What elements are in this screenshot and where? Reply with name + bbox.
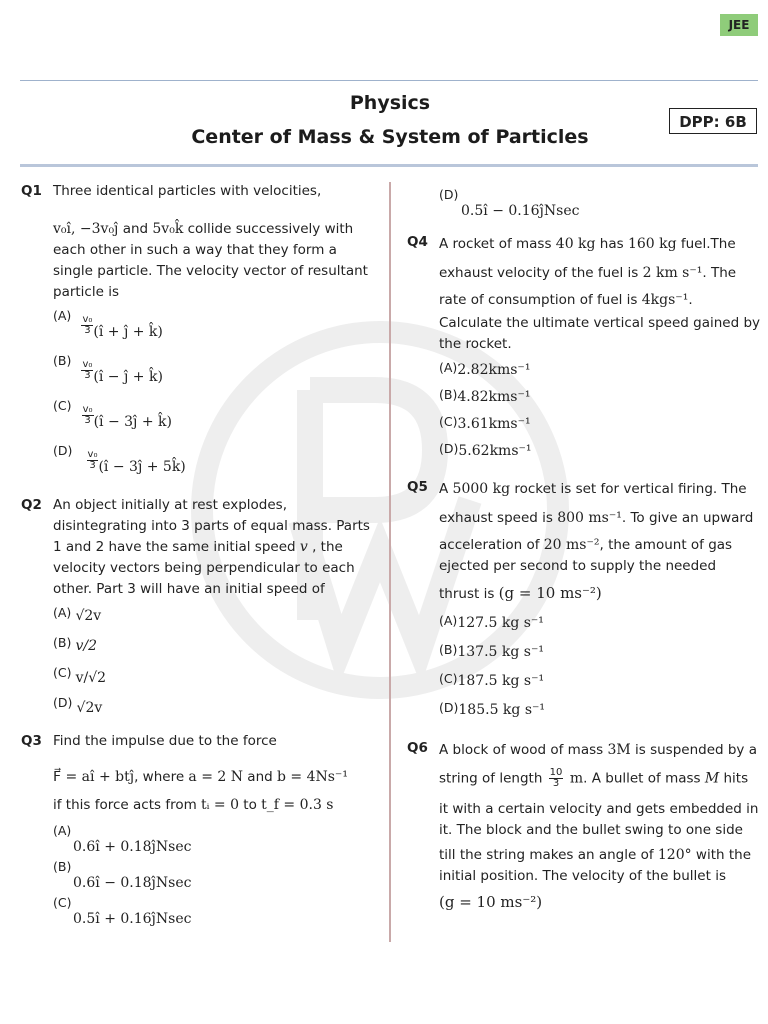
- text: A block of wood of mass: [439, 742, 608, 758]
- math-expr: 2 km s⁻¹: [642, 265, 703, 281]
- math-expr: 137.5 kg s⁻¹: [457, 644, 544, 660]
- fraction: [81, 360, 93, 381]
- option-label: (C): [53, 398, 72, 413]
- text: if this force acts from: [53, 797, 202, 813]
- option-b[interactable]: [53, 350, 163, 385]
- math-expr: M: [704, 770, 720, 787]
- math-expr: 5.62kms⁻¹: [458, 443, 532, 459]
- question-number: Q5: [407, 479, 428, 495]
- math-expr: 127.5 kg s⁻¹: [457, 615, 544, 631]
- question-text: [439, 479, 747, 500]
- text: string of length: [439, 770, 547, 787]
- denominator: 3: [84, 415, 91, 426]
- fraction: [549, 768, 564, 789]
- option-label: (B): [53, 353, 72, 368]
- math-expr: (î − 3ĵ + k̂): [93, 414, 172, 430]
- question-text: other. Part 3 will have an initial speed of: [53, 581, 325, 597]
- question-number: Q2: [21, 497, 42, 513]
- text: hits: [719, 770, 749, 787]
- option-label: (B): [439, 387, 458, 402]
- option-label: (A): [439, 360, 458, 375]
- question-text: [439, 768, 748, 790]
- text: rocket is set for vertical firing. The: [510, 481, 747, 497]
- math-expr: 4.82kms⁻¹: [457, 389, 531, 405]
- question-text: [439, 583, 602, 605]
- math-expr: √2v: [76, 700, 103, 716]
- question-text: it with a certain velocity and gets embedded in: [439, 801, 759, 817]
- option-b[interactable]: [439, 384, 530, 405]
- option-label: (C): [439, 414, 458, 429]
- question-text: [439, 892, 542, 914]
- text: . The: [702, 265, 737, 281]
- option-label: (B): [53, 635, 72, 650]
- text: and: [243, 769, 277, 785]
- option-b[interactable]: [53, 856, 191, 894]
- option-c[interactable]: [439, 411, 531, 432]
- fraction: [87, 450, 99, 471]
- option-c[interactable]: [439, 668, 544, 689]
- text: , where: [134, 769, 189, 785]
- exam-badge: JEE: [720, 14, 758, 36]
- math-expr: a = 2 N: [188, 769, 244, 785]
- math-expr: 0.5î − 0.16ĵNsec: [461, 203, 580, 219]
- fraction: [82, 405, 94, 426]
- math-expr: 0.6î + 0.18ĵNsec: [73, 839, 192, 855]
- option-label: (A): [53, 823, 72, 838]
- option-c[interactable]: [53, 892, 191, 930]
- math-expr: 187.5 kg s⁻¹: [457, 673, 545, 689]
- question-text: [439, 263, 736, 284]
- question-text: [439, 740, 757, 761]
- text: . To give an upward: [621, 510, 754, 526]
- math-expr: v: [299, 539, 308, 555]
- option-label: (D): [439, 441, 459, 456]
- option-a[interactable]: [53, 820, 191, 858]
- text: A rocket of mass: [439, 236, 556, 252]
- text: fuel.The: [676, 236, 736, 252]
- text: thrust is: [439, 586, 499, 602]
- text: is suspended by a: [630, 742, 757, 758]
- math-expr: 120°: [657, 847, 692, 863]
- question-text: the rocket.: [439, 336, 512, 352]
- option-label: (D): [53, 695, 73, 710]
- math-expr: 160 kg: [627, 236, 677, 252]
- option-label: (B): [439, 642, 458, 657]
- text: 1 and 2 have the same initial speed: [53, 539, 300, 555]
- math-expr: 5000 kg: [452, 481, 511, 497]
- option-label: (D): [439, 187, 459, 202]
- text: . A bullet of mass: [583, 770, 705, 787]
- question-text: Find the impulse due to the force: [53, 733, 277, 749]
- question-text: [439, 508, 753, 529]
- option-label: (C): [439, 671, 458, 686]
- math-expr: 0.5î + 0.16ĵNsec: [73, 911, 192, 927]
- question-number: Q4: [407, 234, 428, 250]
- option-d[interactable]: [439, 184, 579, 222]
- option-c[interactable]: [53, 395, 172, 430]
- question-text: velocity vectors being perpendicular to each: [53, 560, 355, 576]
- question-text: An object initially at rest explodes,: [53, 497, 288, 513]
- dpp-label: DPP: 6B: [669, 108, 757, 134]
- math-expr: 40 kg: [555, 236, 596, 252]
- option-b[interactable]: [53, 632, 97, 653]
- denominator: 3: [552, 778, 560, 789]
- question-text: each other in such a way that they form a: [53, 242, 337, 258]
- math-expr: 4kgs⁻¹: [641, 292, 689, 308]
- page-subtitle: Center of Mass & System of Particles: [191, 126, 589, 148]
- question-number: Q6: [407, 740, 428, 756]
- math-expr: m: [565, 770, 584, 787]
- question-text: [439, 234, 736, 255]
- text: , the: [307, 539, 343, 555]
- fraction: [81, 315, 93, 336]
- numerator: 10: [549, 767, 563, 778]
- question-text: [53, 537, 343, 558]
- math-expr: 5v₀k̂: [152, 221, 184, 237]
- question-text: disintegrating into 3 parts of equal mass. Parts: [53, 518, 370, 534]
- math-expr: 185.5 kg s⁻¹: [458, 702, 546, 718]
- option-b[interactable]: [439, 639, 544, 660]
- math-expr: (î − ĵ + k̂): [93, 369, 163, 385]
- option-label: (B): [53, 859, 72, 874]
- option-c[interactable]: [53, 662, 107, 686]
- option-a[interactable]: [53, 305, 163, 340]
- option-d[interactable]: [53, 692, 103, 716]
- text: rate of consumption of fuel is: [439, 292, 642, 308]
- question-text: [53, 219, 353, 240]
- question-text: [439, 535, 732, 556]
- numerator: v₀: [82, 359, 93, 370]
- option-label: (D): [53, 443, 73, 458]
- question-text: single particle. The velocity vector of resultant: [53, 263, 368, 279]
- question-text: ejected per second to supply the needed: [439, 558, 717, 574]
- text: with the: [691, 847, 752, 863]
- text: to: [239, 797, 262, 813]
- text: .: [688, 292, 693, 308]
- math-expr: 20 ms⁻²: [543, 537, 600, 553]
- question-text: Calculate the ultimate vertical speed gained by: [439, 315, 761, 331]
- text: and: [118, 221, 153, 237]
- math-expr: b = 4Ns⁻¹: [277, 769, 348, 785]
- header-rule-top: [20, 80, 758, 81]
- text: , the amount of gas: [599, 537, 733, 553]
- option-d[interactable]: [439, 697, 545, 718]
- question-number: Q3: [21, 733, 42, 749]
- math-expr: 0.6î − 0.18ĵNsec: [73, 875, 192, 891]
- denominator: 3: [84, 325, 91, 336]
- math-expr: tᵢ = 0: [201, 797, 240, 813]
- column-divider: [389, 182, 391, 942]
- page-title: Physics: [349, 92, 431, 114]
- header-rule-bottom: [20, 164, 758, 167]
- math-expr: 3M: [607, 742, 631, 758]
- math-expr: v₀î, −3v₀ĵ: [53, 221, 119, 237]
- text: exhaust velocity of the fuel is: [439, 265, 643, 281]
- math-expr: (î − 3ĵ + 5k̂): [98, 459, 186, 475]
- option-label: (C): [53, 665, 72, 680]
- option-a[interactable]: [439, 610, 544, 631]
- math-expr: √2v: [75, 608, 102, 624]
- question-text: Three identical particles with velocities,: [53, 183, 322, 199]
- option-label: (A): [53, 605, 72, 620]
- question-text: [53, 767, 348, 788]
- text: exhaust speed is: [439, 510, 558, 526]
- option-label: (A): [53, 308, 72, 323]
- question-text: [439, 290, 693, 311]
- numerator: v₀: [82, 404, 93, 415]
- math-expr: v/2: [75, 638, 98, 654]
- text: has: [595, 236, 628, 252]
- question-number: Q1: [21, 183, 42, 199]
- option-a[interactable]: [439, 357, 530, 378]
- numerator: v₀: [82, 314, 93, 325]
- math-expr: v/√2: [75, 670, 107, 686]
- text: collide successively with: [183, 221, 354, 237]
- numerator: v₀: [87, 449, 98, 460]
- option-d[interactable]: [53, 440, 186, 475]
- question-text: it. The block and the bullet swing to one side: [439, 822, 743, 838]
- text: till the string makes an angle of: [439, 847, 658, 863]
- question-text: initial position. The velocity of the bullet is: [439, 868, 726, 884]
- math-expr: 800 ms⁻¹: [557, 510, 622, 526]
- option-label: (A): [439, 613, 458, 628]
- math-expr: 2.82kms⁻¹: [457, 362, 531, 378]
- math-expr: F⃗ = aî + btĵ: [53, 769, 135, 785]
- text: acceleration of: [439, 537, 544, 553]
- option-d[interactable]: [439, 438, 532, 459]
- math-expr: (g = 10 ms⁻²): [439, 893, 543, 911]
- math-expr: (g = 10 ms⁻²): [498, 584, 602, 602]
- denominator: 3: [89, 460, 96, 471]
- option-label: (D): [439, 700, 459, 715]
- math-expr: t_f = 0.3 s: [261, 797, 334, 813]
- text: A: [439, 481, 453, 497]
- option-label: (C): [53, 895, 72, 910]
- denominator: 3: [84, 370, 91, 381]
- math-expr: (î + ĵ + k̂): [93, 324, 163, 340]
- question-text: particle is: [53, 284, 119, 300]
- math-expr: 3.61kms⁻¹: [457, 416, 531, 432]
- option-a[interactable]: [53, 602, 101, 623]
- question-text: [53, 795, 334, 816]
- question-text: [439, 845, 751, 866]
